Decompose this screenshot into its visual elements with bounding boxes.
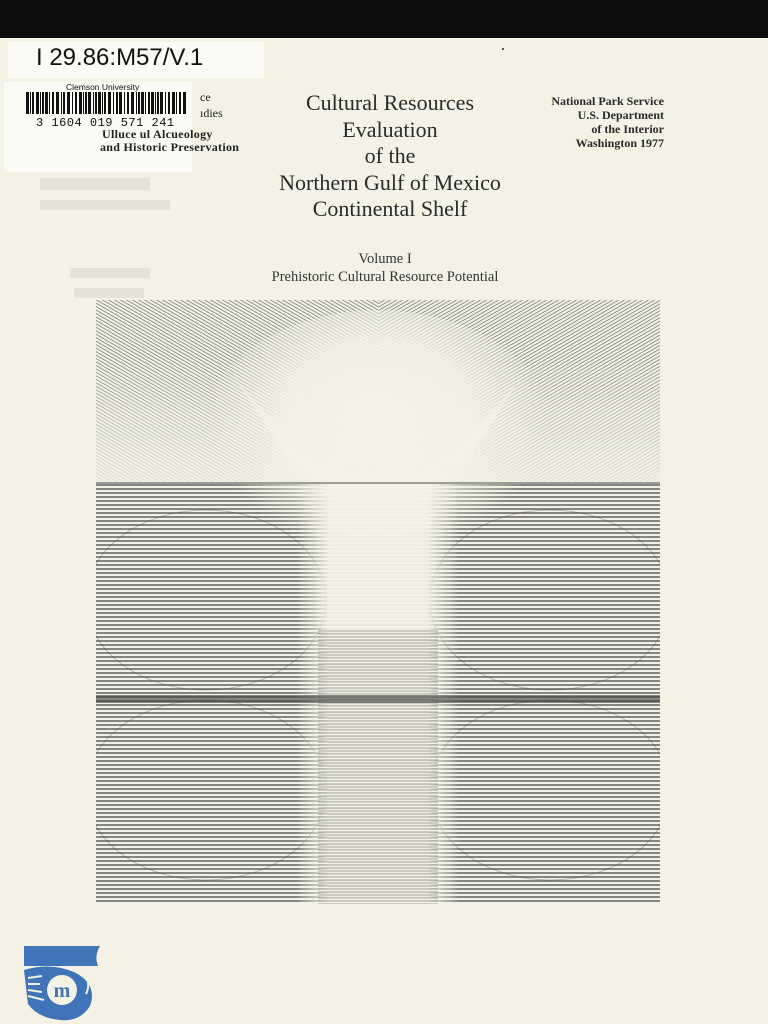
publisher-block bbox=[551, 94, 664, 150]
svg-text:m: m bbox=[53, 980, 71, 1002]
call-number: I 29.86:M57/V.1 bbox=[36, 44, 204, 71]
barcode-owner: Clemson University bbox=[66, 82, 140, 92]
title-line: of the bbox=[364, 143, 416, 168]
publisher-line: National Park Service bbox=[551, 94, 664, 108]
publisher-line: Washington 1977 bbox=[575, 136, 664, 150]
speck bbox=[502, 48, 504, 50]
publisher-line: of the Interior bbox=[591, 122, 664, 136]
title-line: Continental Shelf bbox=[312, 196, 468, 221]
cover-illustration bbox=[96, 300, 660, 904]
agency-fragment: and Historic Preservation bbox=[100, 140, 240, 154]
document-title bbox=[230, 90, 550, 223]
title-line: Evaluation bbox=[342, 116, 438, 142]
volume-label: Volume I bbox=[358, 251, 412, 267]
title-line: Northern Gulf of Mexico bbox=[279, 169, 501, 195]
publisher-line: U.S. Department bbox=[577, 108, 664, 122]
volume-block bbox=[200, 250, 570, 286]
volume-subtitle: Prehistoric Cultural Resource Potential bbox=[271, 269, 499, 285]
barcode-number: 3 1604 019 571 241 bbox=[36, 116, 175, 130]
agency-fragment: ce bbox=[200, 90, 211, 104]
document-page bbox=[0, 38, 768, 1024]
department-of-interior-logo-icon bbox=[20, 942, 112, 1022]
agency-fragment: Ulluce ul Alcueology bbox=[102, 127, 213, 141]
barcode-icon bbox=[26, 92, 188, 114]
agency-fragment: ıdies bbox=[200, 106, 223, 120]
title-line: Cultural Resources bbox=[305, 90, 475, 115]
